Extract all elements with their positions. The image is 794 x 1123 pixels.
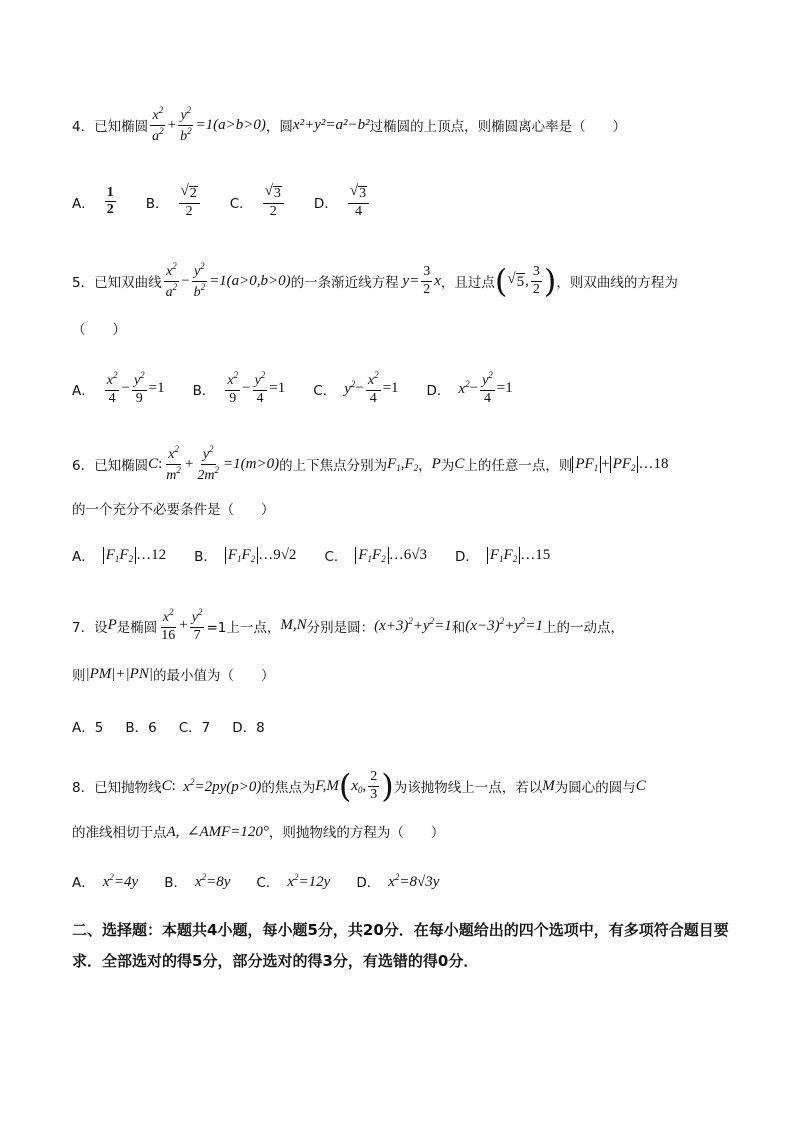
question-7-stem: 7．设 P 是椭圆 $\frac{x^2}{16}$ + $\frac{y^2}{7}$ =1上一点， M,N 分别是圆： $(x+3)^2+y^2=1$ 和 $(x-3)^2+y^2=1$ 上的一动点， xyxy=(72,607,624,643)
question-4-options xyxy=(72,184,734,219)
option-a[interactable]: A． $x^2=4y$ xyxy=(72,871,139,891)
question-5-options xyxy=(72,371,734,406)
question-5-stem: 5．已知双曲线 $\frac{x^2}{a^2}$ − $\frac{y^2}{b^2}$ =1(a>0,b>0) 的一条渐近线方程 y= $\frac{3}{2}$ x ，且过点 ( √ 5 , $\frac{3}{2}$ ) ，则双曲线的方程为 xyxy=(72,261,678,301)
question-6-options xyxy=(72,545,734,565)
option-b[interactable]: B． $F_1F_2$ … 9√2 xyxy=(194,546,297,565)
section-2-heading: 二、选择题：本题共4小题，每小题5分，共20分．在每小题给出的四个选项中，有多项符合题目要求．全部选对的得5分，部分选对的得3分，有选错的得0分． xyxy=(72,921,729,970)
option-d[interactable]: D． √ 3 4 xyxy=(314,184,371,219)
question-8-line2: 的准线相切于点 A, ∠AMF=120° ，则抛物线的方程为（ ） xyxy=(72,823,445,841)
question-6-stem: 6．已知椭圆 C : $\frac{x^2}{m^2}$ + $\frac{y^2}{2m^2}$ =1(m>0) 的上下焦点分别为 $F_1,F_2$ ， P 为 C 上的任意一点，则 $PF_1$ + $PF_2$ … 18 xyxy=(72,444,669,483)
question-7-line2: 则 |PM|+|PN| 的最小值为（ ） xyxy=(72,665,275,684)
option-a[interactable]: A． $F_1F_2$ … 12 xyxy=(72,546,167,565)
option-a[interactable]: A．5 xyxy=(72,720,104,736)
fraction: $\frac{x^2}{a^2}$ xyxy=(152,105,164,144)
option-a[interactable]: A． $\frac{1}{2}$ xyxy=(72,184,114,218)
option-c[interactable]: C． $y^2$ − $\frac{x^2}{4}$ =1 xyxy=(313,370,399,406)
question-4-stem: 4．已知椭圆 $\frac{x^2}{a^2}$ + $\frac{y^2}{b^2}$ =1(a>b>0) ，圆 x²+y²=a²−b² 过椭圆的上顶点，则椭圆离心率是（ ） xyxy=(72,105,627,144)
question-8-options xyxy=(72,871,734,891)
question-7-options xyxy=(72,716,734,736)
fraction: $\frac{y^2}{b^2}$ xyxy=(180,105,192,144)
option-c[interactable]: C．7 xyxy=(178,720,211,736)
option-c[interactable]: C． $F_1F_2$ … 6√3 xyxy=(324,546,427,565)
option-d[interactable]: D．8 xyxy=(232,720,265,736)
option-a[interactable]: A． $\frac{x^2}{4}$ − $\frac{y^2}{9}$ =1 xyxy=(72,370,165,406)
option-d[interactable]: D． $F_1F_2$ … 15 xyxy=(454,546,551,565)
option-b[interactable]: B． √ 2 2 xyxy=(146,184,202,219)
option-b[interactable]: B． $x^2=8y$ xyxy=(164,871,231,891)
option-b[interactable]: B．6 xyxy=(125,720,157,736)
option-c[interactable]: C． √ 3 2 xyxy=(230,184,286,219)
option-d[interactable]: D． $x^2$ − $\frac{y^2}{4}$ =1 xyxy=(426,370,513,406)
question-5-paren: （ ） xyxy=(72,322,126,338)
option-d[interactable]: D． $x^2=8√3y$ xyxy=(356,871,440,891)
question-6-line2: 的一个充分不必要条件是（ ） xyxy=(72,502,275,518)
option-b[interactable]: B． $\frac{x^2}{9}$ − $\frac{y^2}{4}$ =1 xyxy=(192,370,286,406)
question-8-stem: 8．已知抛物线 C : $x^2=2py(p>0)$ 的焦点为 F,M ( $x_0$, $\frac{2}{3}$ ) 为该抛物线上一点，若以 M 为圆心的圆与 C xyxy=(72,767,646,806)
option-c[interactable]: C． $x^2=12y$ xyxy=(256,871,331,891)
